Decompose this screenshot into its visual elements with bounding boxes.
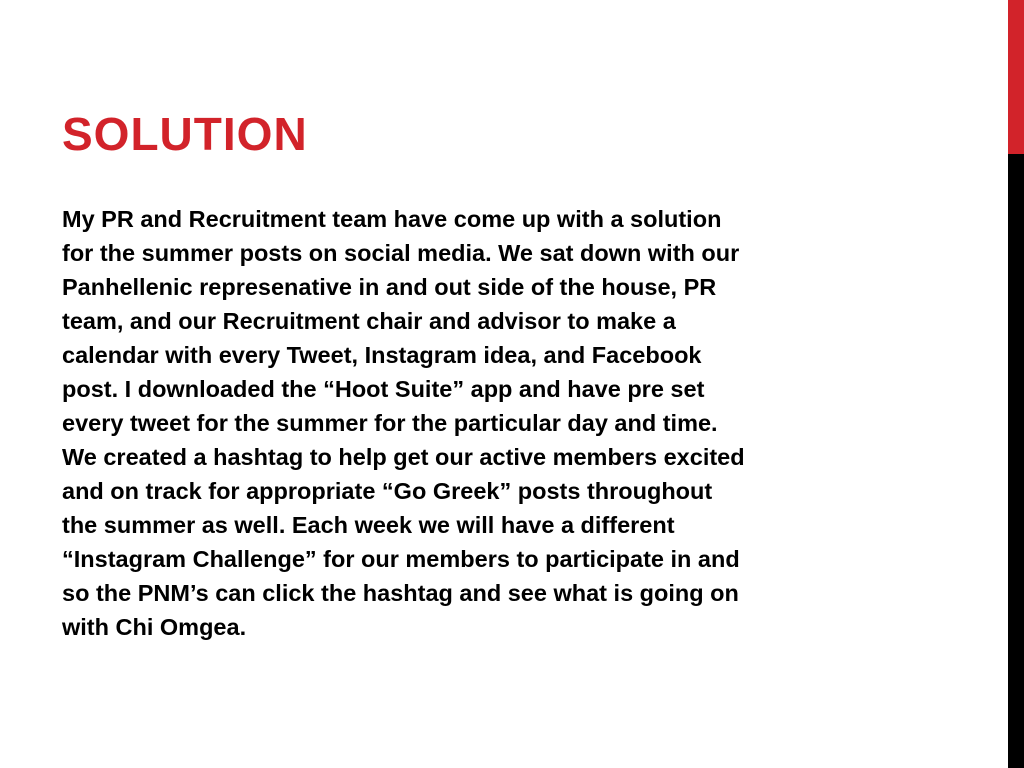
body-line: post. I downloaded the “Hoot Suite” app and have pre set [62,376,705,402]
body-line: every tweet for the summer for the particular day and time. [62,410,718,436]
body-line: and on track for appropriate “Go Greek” posts throughout [62,478,713,504]
body-line: team, and our Recruitment chair and advisor to make a [62,308,676,334]
slide-body-text [62,202,942,644]
body-line: Panhellenic represenative in and out side of the house, PR [62,274,717,300]
body-line: “Instagram Challenge” for our members to participate in and [62,546,740,572]
body-line: We created a hashtag to help get our active members excited [62,444,745,470]
body-line: for the summer posts on social media. We sat down with our [62,240,740,266]
body-line: calendar with every Tweet, Instagram idea, and Facebook [62,342,702,368]
accent-bar-black [1008,154,1024,768]
body-line: with Chi Omgea. [62,614,247,640]
accent-bar-red [1008,0,1024,154]
body-line: so the PNM’s can click the hashtag and see what is going on [62,580,739,606]
body-line: My PR and Recruitment team have come up with a solution [62,206,722,232]
slide-title: SOLUTION [62,108,308,160]
body-line: the summer as well. Each week we will have a different [62,512,675,538]
